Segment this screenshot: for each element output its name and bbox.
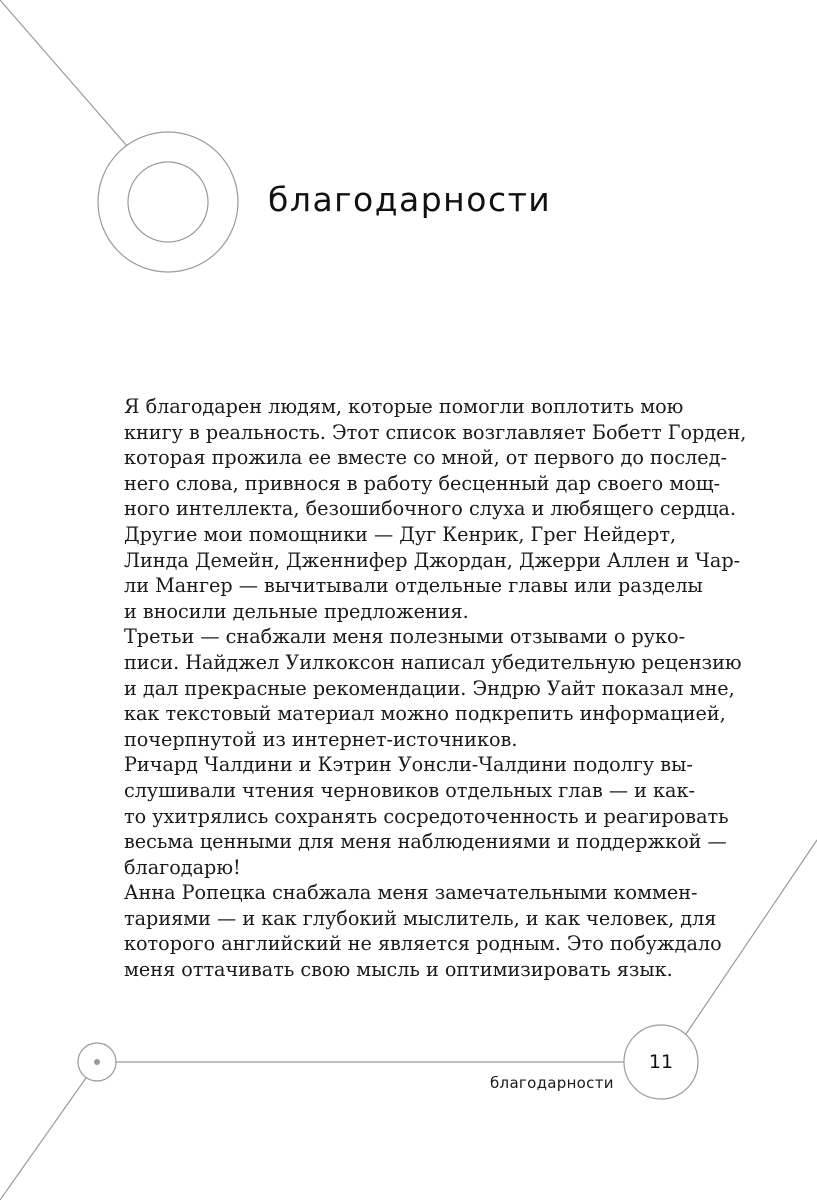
text-line: которого английский не является родным. Это побуждало	[124, 932, 722, 956]
body-text	[124, 394, 747, 983]
text-line: него слова, привнося в работу бесценный дар своего мощ-	[124, 471, 721, 495]
text-line: почерпнутой из интернет-источников.	[124, 727, 518, 751]
paragraph	[124, 880, 722, 982]
text-line: как текстовый материал можно подкрепить информацией,	[124, 702, 726, 726]
text-line: которая прожила ее вместе со мной, от первого до послед-	[124, 446, 727, 470]
text-line: Третьи — снабжали меня полезными отзывами о руко-	[124, 625, 686, 649]
paragraph	[124, 624, 742, 752]
paragraph	[124, 752, 729, 880]
chapter-title: благодарности	[268, 180, 552, 219]
text-line: Другие мои помощники — Дуг Кенрик, Грег Нейдерт,	[124, 522, 677, 546]
text-line: книгу в реальность. Этот список возглавляет Бобетт Горден,	[124, 420, 747, 444]
title-inner-ring	[128, 162, 208, 242]
text-line: писи. Найджел Уилкоксон написал убедительную рецензию	[124, 650, 742, 674]
title-outer-ring	[98, 132, 238, 272]
text-line: и вносили дельные предложения.	[124, 599, 469, 623]
text-line: меня оттачивать свою мысль и оптимизировать язык.	[124, 958, 673, 982]
text-line: Анна Ропецка снабжала меня замечательными коммен-	[124, 881, 698, 905]
decor-diagonal-bottom	[0, 1078, 86, 1200]
text-line: весьма ценными для меня наблюдениями и поддержкой —	[124, 830, 727, 854]
text-line: слушивали чтения черновиков отдельных глав — и как-	[124, 778, 695, 802]
text-line: тариями — и как глубокий мыслитель, и как человек, для	[124, 906, 717, 930]
text-line: Линда Демейн, Дженнифер Джордан, Джерри Аллен и Чар-	[124, 548, 741, 572]
paragraph	[124, 522, 741, 624]
text-line: благодарю!	[124, 855, 241, 879]
text-line: Ричард Чалдини и Кэтрин Уонсли-Чалдини подолгу вы-	[124, 753, 693, 777]
decor-diagonal-top	[0, 0, 127, 146]
page-number: 11	[648, 1051, 674, 1073]
paragraph	[124, 394, 747, 522]
text-line: то ухитрялись сохранять сосредоточенность и реагировать	[124, 804, 729, 828]
text-line: и дал прекрасные рекомендации. Эндрю Уайт показал мне,	[124, 676, 735, 700]
running-title: благодарности	[490, 1074, 614, 1092]
footer-left-dot	[94, 1059, 100, 1065]
text-line: ного интеллекта, безошибочного слуха и любящего сердца.	[124, 497, 736, 521]
text-line: Я благодарен людям, которые помогли воплотить мою	[124, 395, 684, 418]
text-line: ли Мангер — вычитывали отдельные главы или разделы	[124, 574, 703, 598]
